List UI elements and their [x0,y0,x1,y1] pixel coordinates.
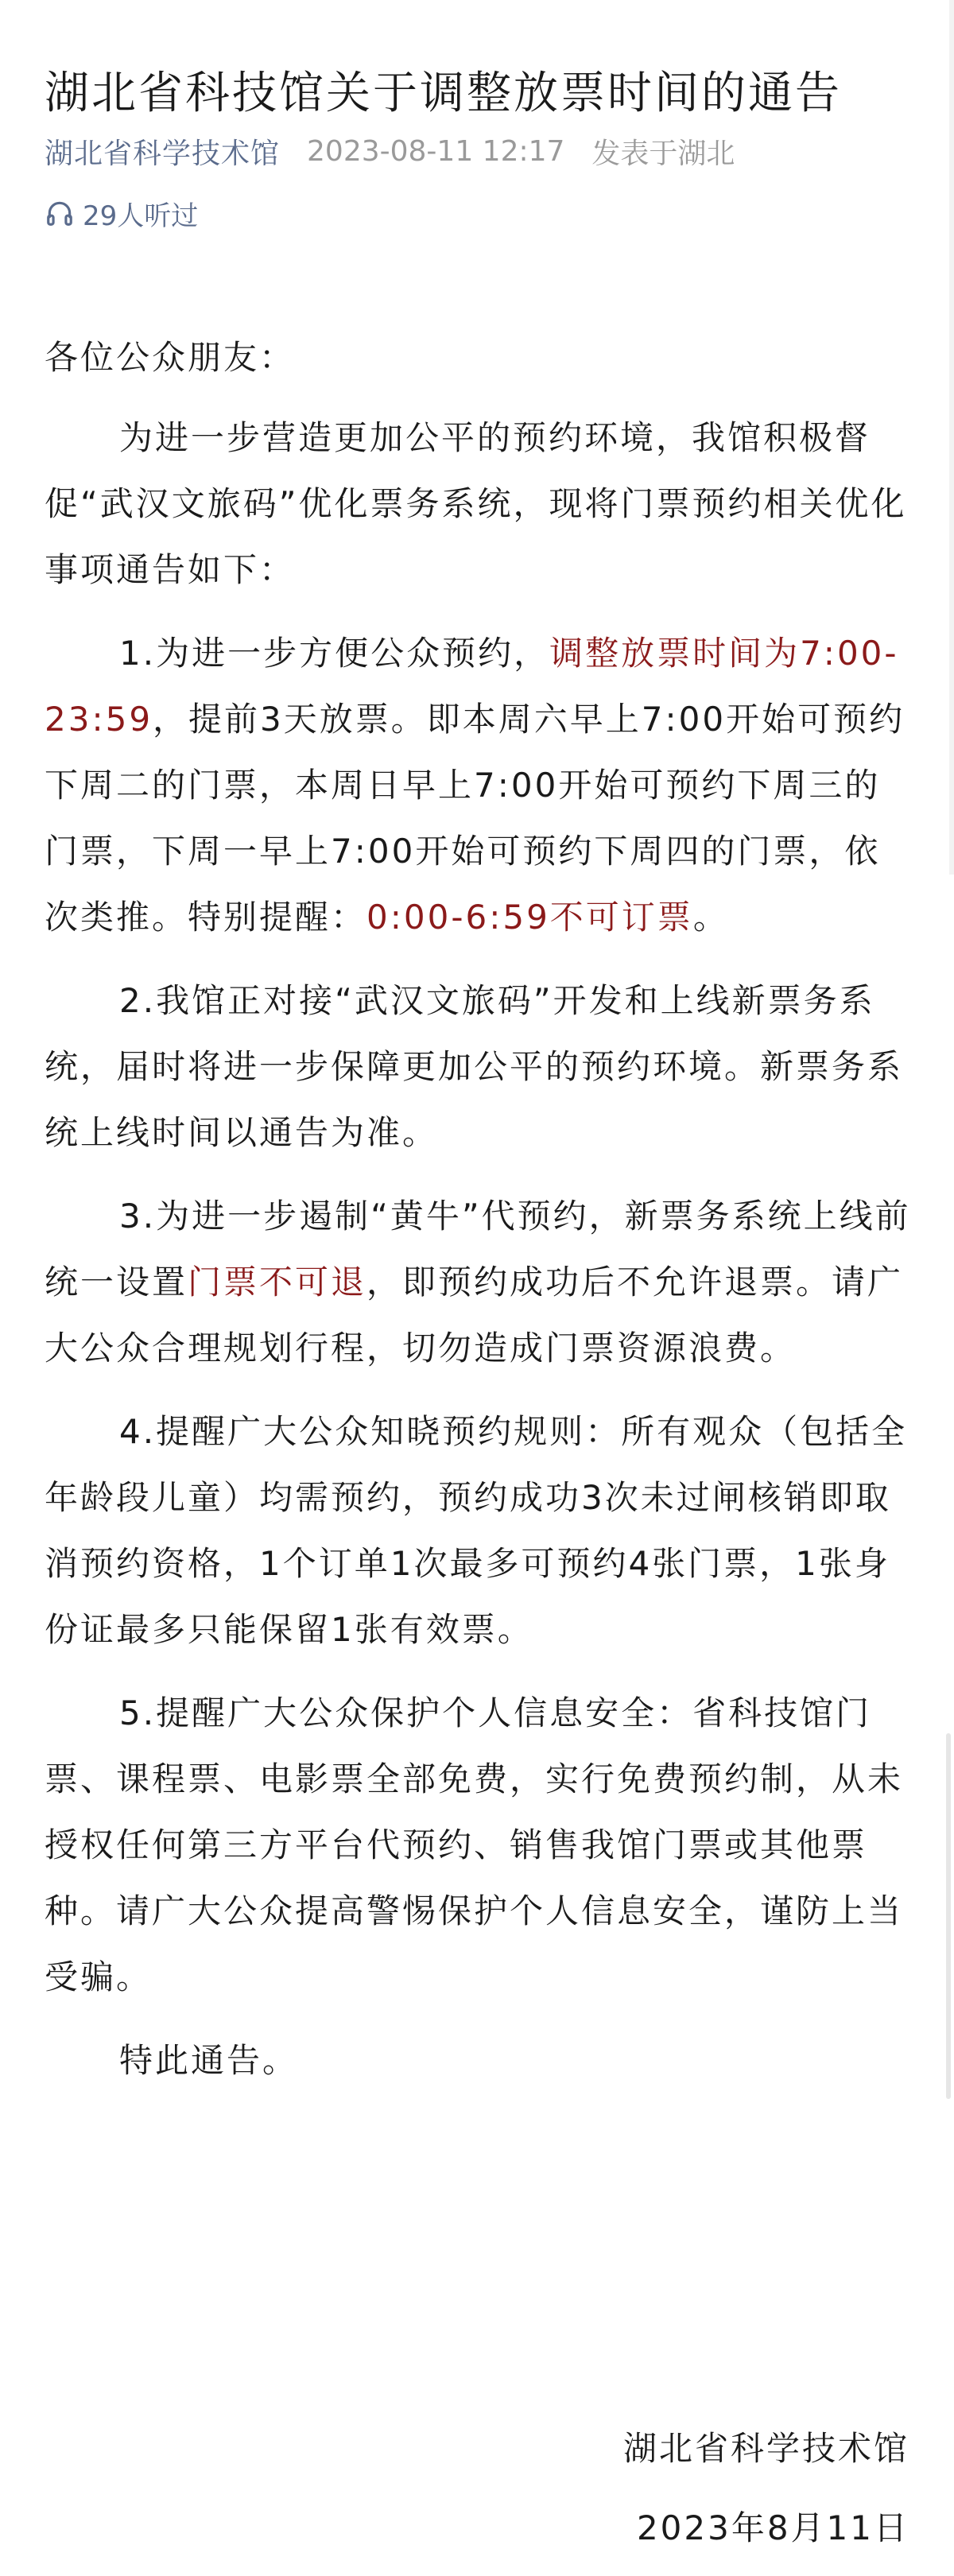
closing-line: 特此通告。 [119,2041,299,2080]
paragraph-intro: 为进一步营造更加公平的预约环境，我馆积极督促“武汉文旅码”优化票务系统，现将门票预约相关优化事项通告如下： [45,418,907,589]
item1-mid: ，提前3天放票。即本周六早上7:00开始可预约下周二的门票，本周日早上7:00开始可预约下周三的门票，下周一早上7:00开始可预约下周四的门票，依次类推。特别提醒： [45,700,906,937]
item1-highlight-no-booking: 0:00-6:59不可订票 [366,898,693,937]
greeting: 各位公众朋友： [45,338,296,377]
item1-highlight-time: 调整放票时间为7:00-23:59 [45,634,899,739]
article-title: 湖北省科技馆关于调整放票时间的通告 [45,67,842,119]
signature-date: 2023年8月11日 [636,2508,909,2547]
paragraph-item-5: 5.提醒广大公众保护个人信息安全：省科技馆门票、课程票、电影票全部免费，实行免费预约制，从未授权任何第三方平台代预约、销售我馆门票或其他票种。请广大公众提高警惕保护个人信息安全，谨防上当受骗。 [45,1693,904,1996]
headphones-icon [45,198,75,228]
signature-org: 湖北省科学技术馆 [622,2429,909,2468]
item3-highlight-no-refund: 门票不可退 [188,1263,367,1302]
item3-end: ，即预约成功后不允许退票。请广大公众合理规划行程，切勿造成门票资源浪费。 [45,1263,904,1368]
item1-lead: 1.为进一步方便公众预约， [119,634,550,673]
paragraph-item-1 [45,620,911,950]
paragraph-item-3 [45,1183,911,1381]
publish-datetime: 2023-08-11 12:17 [307,134,565,168]
listen-count-button[interactable] [45,191,198,235]
article-body [45,324,911,2093]
publish-location: 发表于湖北 [591,137,735,170]
page-edge [949,0,954,875]
signature-block [623,2409,909,2568]
account-name-link[interactable]: 湖北省科学技术馆 [45,137,281,170]
paragraph-item-2: 2.我馆正对接“武汉文旅码”开发和上线新票务系统，届时将进一步保障更加公平的预约环境。新票务系统上线时间以通告为准。 [45,981,904,1152]
listen-count: 29人听过 [83,200,199,232]
item3-lead: 3.为进一步遏制“黄牛”代预约，新票务系统上线前统一设置 [45,1197,911,1302]
paragraph-item-4: 4.提醒广大公众知晓预约规则：所有观众（包括全年龄段儿童）均需预约，预约成功3次未过闸核销即取消预约资格，1个订单1次最多可预约4张门票，1张身份证最多只能保留1张有效票。 [45,1412,908,1649]
item1-end: 。 [692,898,729,937]
scrollbar[interactable] [946,1733,951,2099]
article-meta [45,127,735,175]
